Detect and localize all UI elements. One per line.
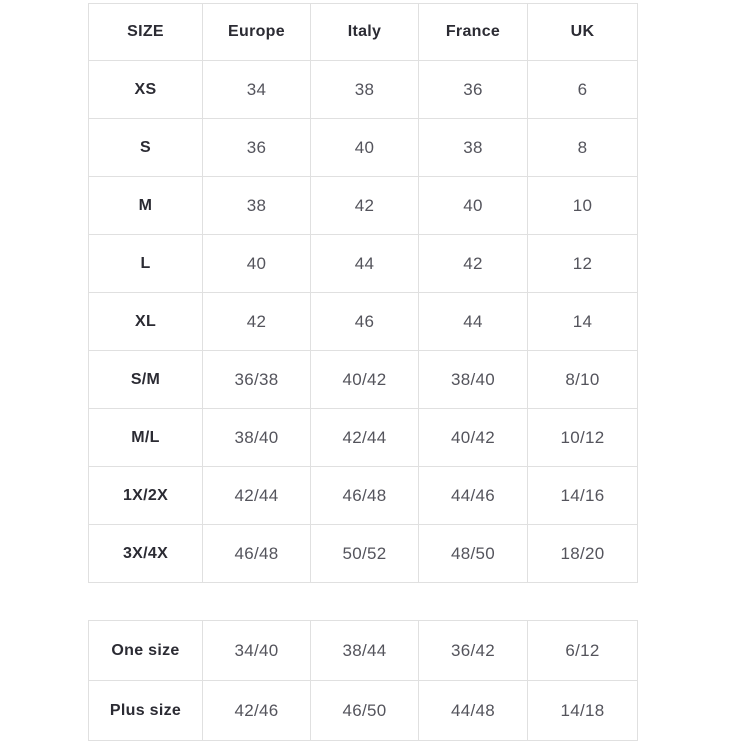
special-sizes-table — [88, 620, 638, 741]
size-value: 10/12 — [528, 409, 638, 467]
row-label: XS — [89, 61, 203, 119]
row-label: Plus size — [89, 681, 203, 741]
column-header-size: SIZE — [89, 4, 203, 61]
size-value: 36 — [419, 61, 528, 119]
column-header-italy: Italy — [311, 4, 419, 61]
size-value: 38/44 — [311, 621, 419, 681]
size-value: 8/10 — [528, 351, 638, 409]
size-value: 40 — [311, 119, 419, 177]
table-row-xs — [89, 61, 638, 119]
size-value: 38 — [419, 119, 528, 177]
size-value: 42/44 — [311, 409, 419, 467]
row-label: XL — [89, 293, 203, 351]
size-value: 42/46 — [203, 681, 311, 741]
table-row-s — [89, 119, 638, 177]
size-value: 38 — [203, 177, 311, 235]
size-value: 38/40 — [419, 351, 528, 409]
table-row-3x4x — [89, 525, 638, 583]
table-row-plus-size — [89, 681, 638, 741]
table-row-l — [89, 235, 638, 293]
table-row-m — [89, 177, 638, 235]
size-value: 12 — [528, 235, 638, 293]
size-value: 42/44 — [203, 467, 311, 525]
size-value: 36/42 — [419, 621, 528, 681]
size-value: 40 — [203, 235, 311, 293]
row-label: 1X/2X — [89, 467, 203, 525]
row-label: M/L — [89, 409, 203, 467]
size-value: 14/18 — [528, 681, 638, 741]
size-value: 6 — [528, 61, 638, 119]
row-label: M — [89, 177, 203, 235]
size-value: 42 — [419, 235, 528, 293]
table-row-1x2x — [89, 467, 638, 525]
size-value: 40/42 — [419, 409, 528, 467]
table-row-ml — [89, 409, 638, 467]
size-value: 14 — [528, 293, 638, 351]
column-header-france: France — [419, 4, 528, 61]
size-value: 14/16 — [528, 467, 638, 525]
row-label: One size — [89, 621, 203, 681]
size-value: 38/40 — [203, 409, 311, 467]
size-value: 46 — [311, 293, 419, 351]
size-value: 8 — [528, 119, 638, 177]
size-conversion-table — [88, 3, 638, 583]
size-value: 34/40 — [203, 621, 311, 681]
row-label: S/M — [89, 351, 203, 409]
size-value: 48/50 — [419, 525, 528, 583]
row-label: 3X/4X — [89, 525, 203, 583]
size-value: 50/52 — [311, 525, 419, 583]
column-header-uk: UK — [528, 4, 638, 61]
size-value: 42 — [203, 293, 311, 351]
header-row — [89, 4, 638, 61]
table-row-sm — [89, 351, 638, 409]
size-value: 44 — [419, 293, 528, 351]
size-value: 38 — [311, 61, 419, 119]
size-value: 6/12 — [528, 621, 638, 681]
size-value: 46/48 — [311, 467, 419, 525]
size-value: 44/48 — [419, 681, 528, 741]
size-value: 42 — [311, 177, 419, 235]
size-value: 10 — [528, 177, 638, 235]
size-value: 46/50 — [311, 681, 419, 741]
size-value: 40/42 — [311, 351, 419, 409]
row-label: L — [89, 235, 203, 293]
table-row-xl — [89, 293, 638, 351]
table-row-one-size — [89, 621, 638, 681]
size-value: 18/20 — [528, 525, 638, 583]
row-label: S — [89, 119, 203, 177]
size-value: 46/48 — [203, 525, 311, 583]
size-value: 36/38 — [203, 351, 311, 409]
size-value: 44 — [311, 235, 419, 293]
size-value: 36 — [203, 119, 311, 177]
size-value: 44/46 — [419, 467, 528, 525]
size-value: 34 — [203, 61, 311, 119]
column-header-europe: Europe — [203, 4, 311, 61]
size-value: 40 — [419, 177, 528, 235]
